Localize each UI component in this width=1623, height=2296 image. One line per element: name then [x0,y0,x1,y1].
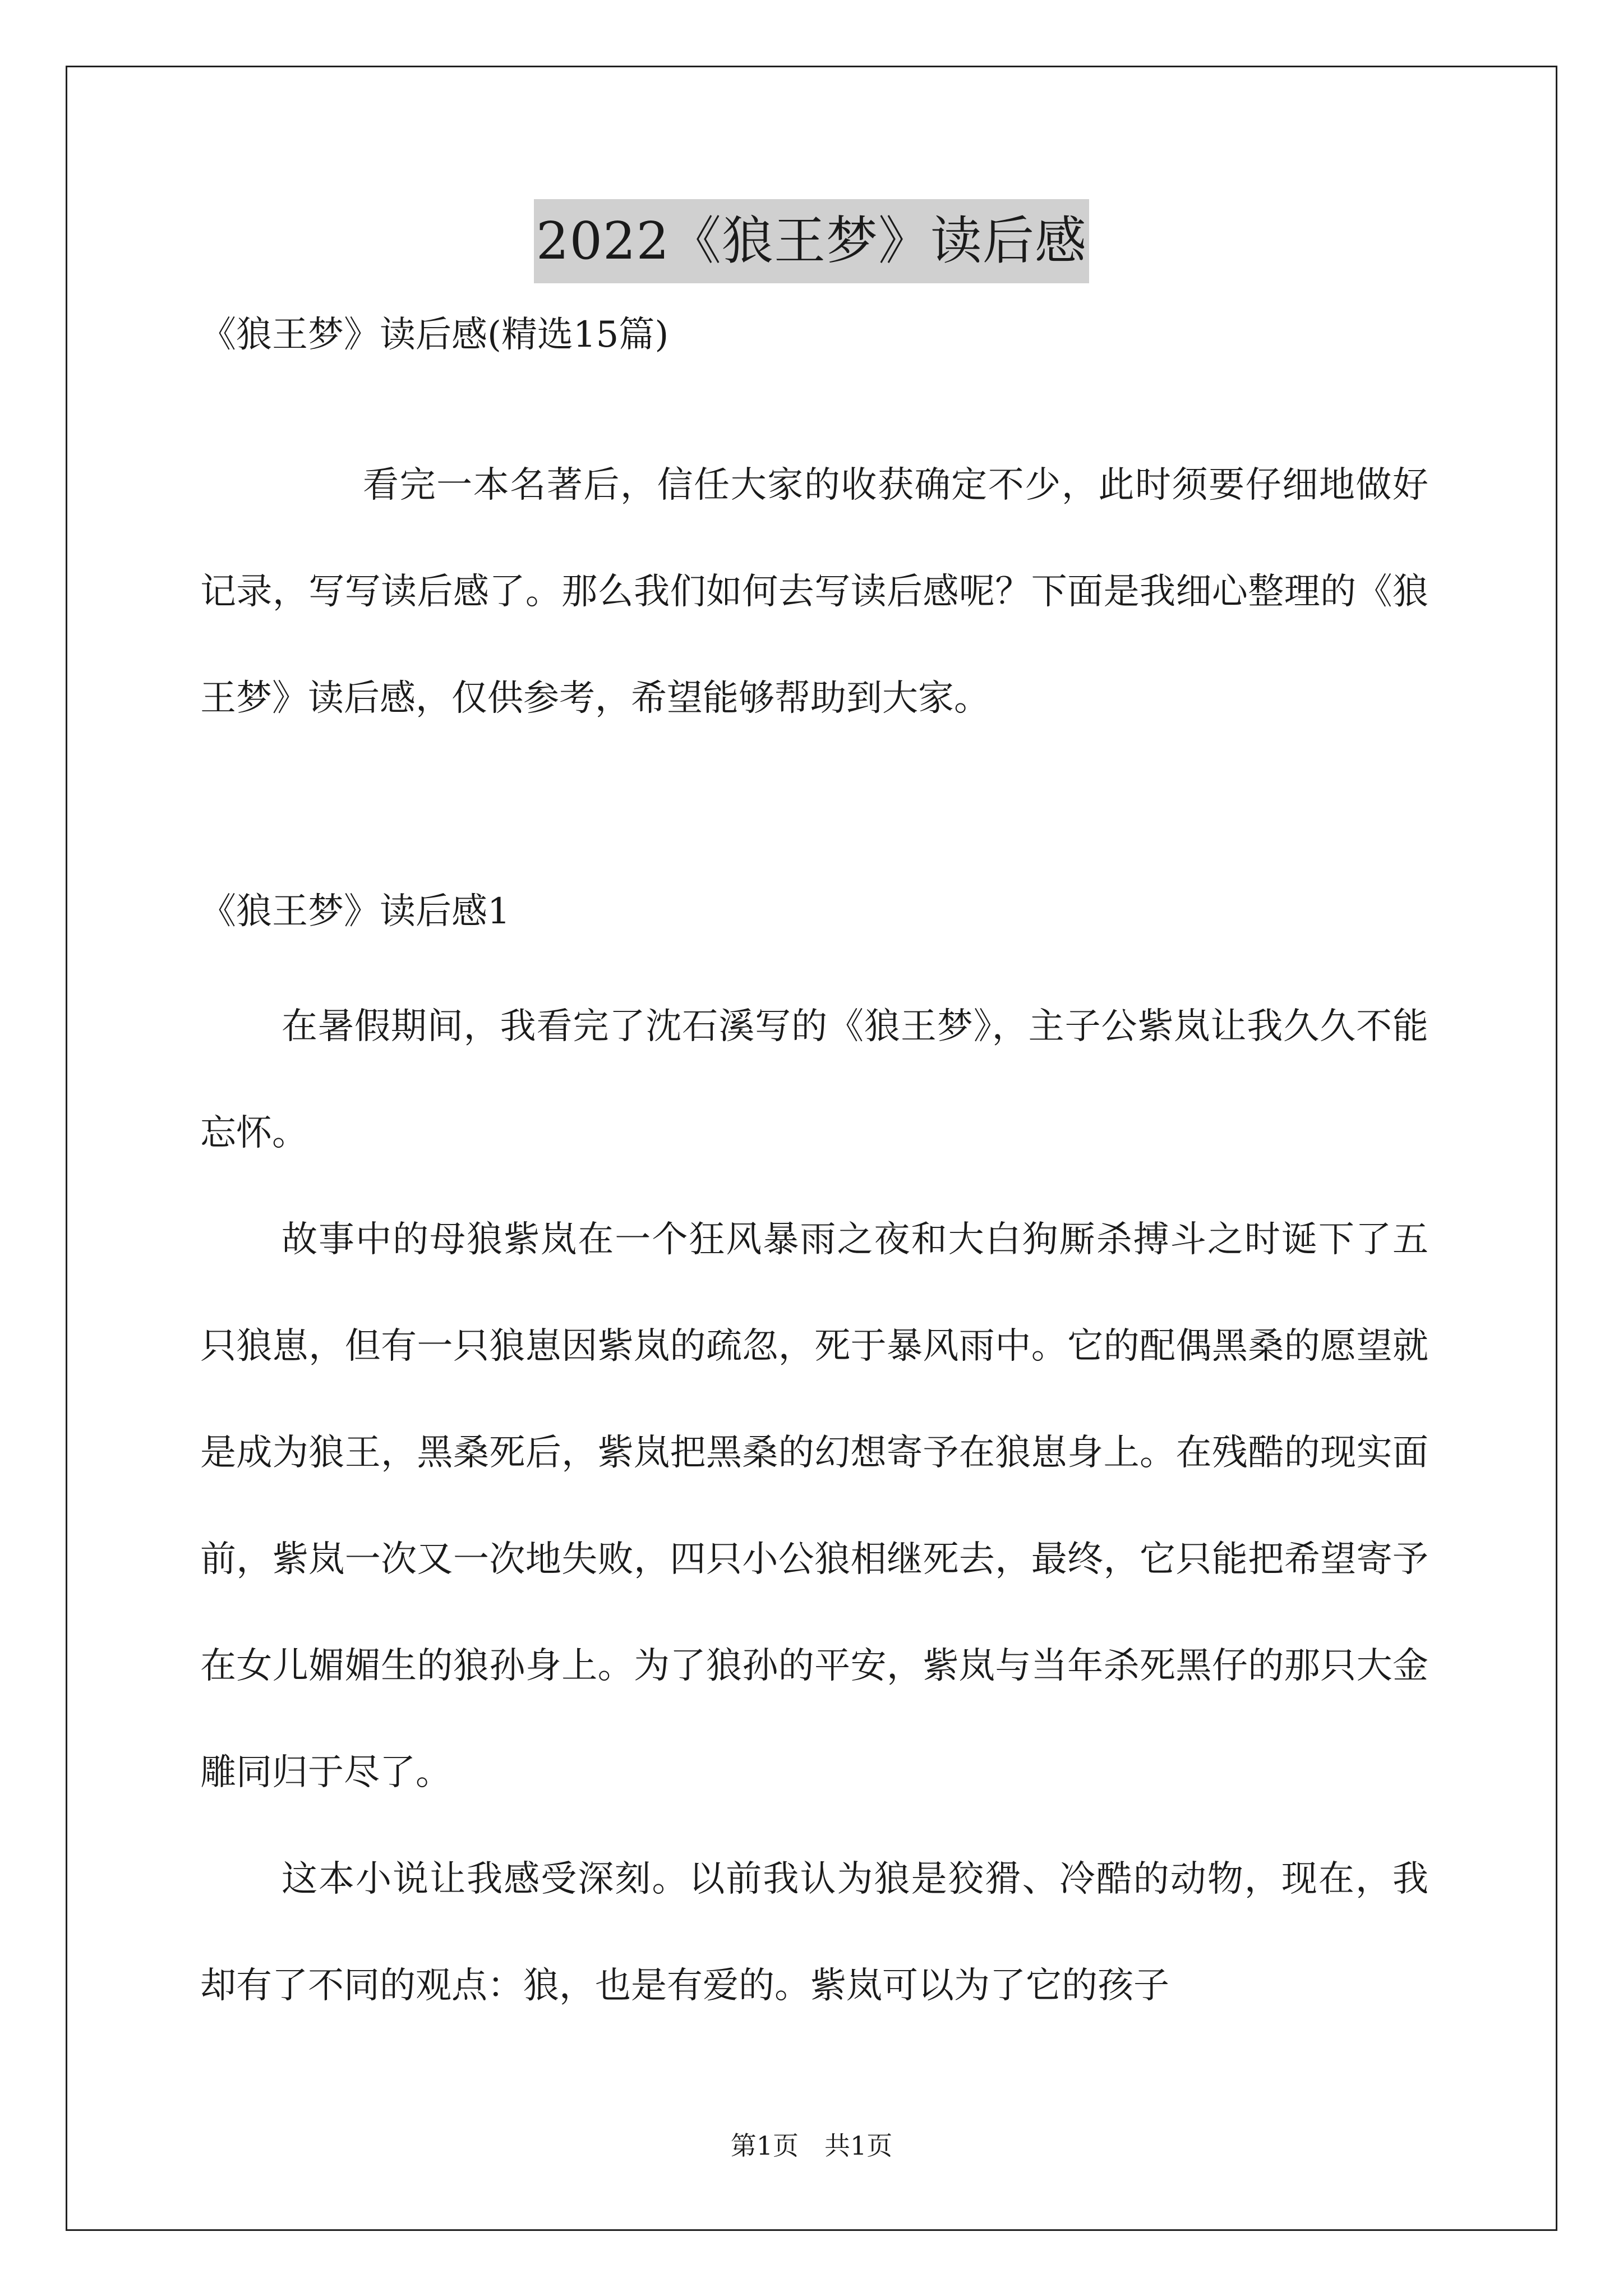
body-paragraph-3: 这本小说让我感受深刻。以前我认为狼是狡猾、冷酷的动物，现在，我却有了不同的观点：狼，也是有爱的。紫岚可以为了它的孩子 [200,1858,1428,2007]
document-title-text: 2022《狼王梦》读后感 [534,199,1089,283]
body-paragraph-1: 在暑假期间，我看完了沈石溪写的《狼王梦》，主子公紫岚让我久久不能忘怀。 [200,1006,1428,1154]
section-heading: 《狼王梦》读后感1 [200,891,510,932]
document-title [0,199,1623,283]
page-footer: 第1页 共1页 [730,2131,893,2161]
body-paragraph-2: 故事中的母狼紫岚在一个狂风暴雨之夜和大白狗厮杀搏斗之时诞下了五只狼崽，但有一只狼崽因紫岚的疏忽，死于暴风雨中。它的配偶黑桑的愿望就是成为狼王，黑桑死后，紫岚把黑桑的幻想寄予在狼崽身上。在残酷的现实面前，紫岚一次又一次地失败，四只小公狼相继死去，最终，它只能把希望寄予在女儿媚媚生的狼孙身上。为了狼孙的平安，紫岚与当年杀死黑仔的那只大金雕同归于尽了。 [200,1219,1428,1793]
intro-paragraph: 看完一本名著后，信任大家的收获确定不少，此时须要仔细地做好记录，写写读后感了。那么我们如何去写读后感呢？下面是我细心整理的《狼王梦》读后感，仅供参考，希望能够帮助到大家。 [200,464,1428,719]
document-subtitle: 《狼王梦》读后感(精选15篇) [200,314,669,356]
